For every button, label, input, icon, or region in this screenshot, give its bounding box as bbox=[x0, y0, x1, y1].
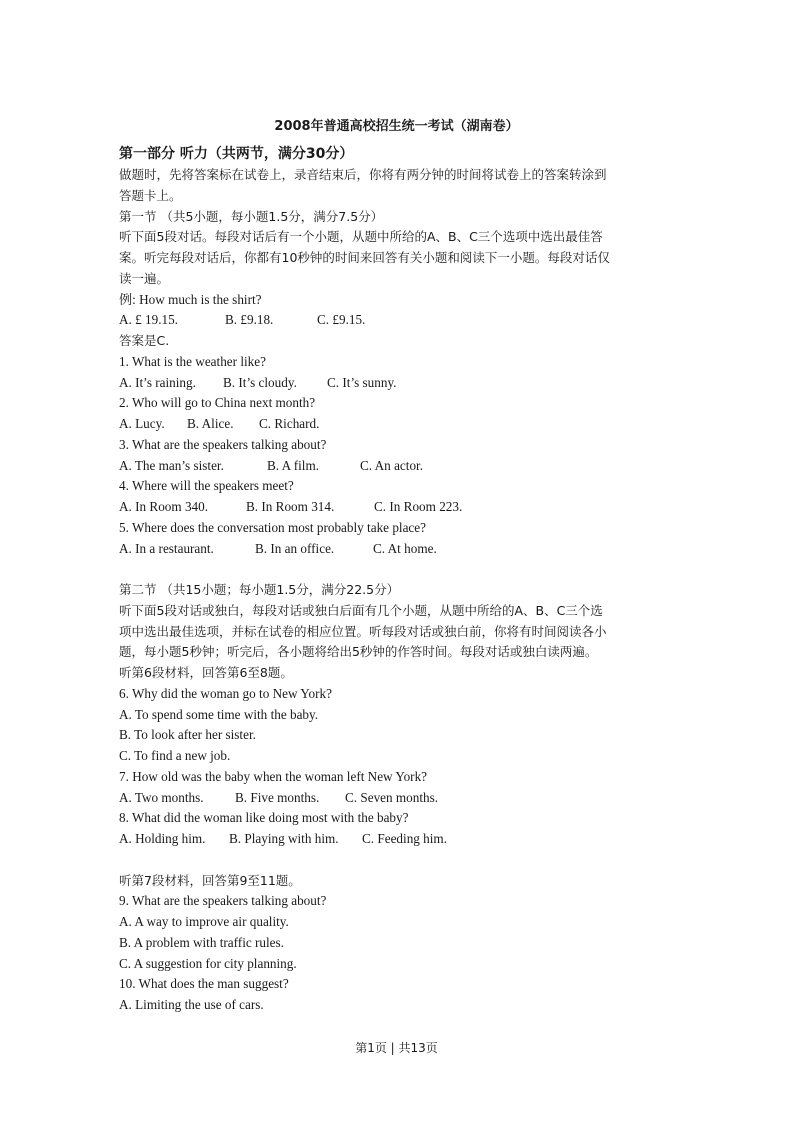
question: 4. Where will the speakers meet? bbox=[119, 478, 294, 494]
question: 8. What did the woman like doing most with the baby? bbox=[119, 810, 409, 826]
page-footer: 第1页 | 共13页 bbox=[355, 1041, 438, 1055]
section1-instruction: 案。听完每段对话后，你都有10秒钟的时间来回答有关小题和阅读下一小题。每段对话仅 bbox=[119, 250, 610, 265]
question-options bbox=[119, 788, 675, 809]
option: C. An actor. bbox=[360, 457, 423, 473]
option: A. To spend some time with the baby. bbox=[119, 706, 319, 722]
part1-heading: 第一部分 听力（共两节，满分30分） bbox=[119, 146, 354, 162]
option: A. In a restaurant. bbox=[119, 540, 214, 556]
option: A. It’s raining. bbox=[119, 374, 196, 390]
section2-instruction: 听下面5段对话或独白，每段对话或独白后面有几个小题，从题中所给的A、B、C三个选 bbox=[119, 602, 603, 618]
example-options bbox=[119, 310, 675, 331]
option: B. Playing with him. bbox=[229, 831, 339, 846]
option: C. £9.15. bbox=[317, 312, 366, 328]
section1-instruction: 听下面5段对话。每段对话后有一个小题，从题中所给的A、B、C三个选项中选出最佳答 bbox=[119, 229, 603, 245]
section1-instruction: 读一遍。 bbox=[119, 270, 170, 286]
example-question: 例: How much is the shirt? bbox=[119, 291, 262, 307]
option: B. Alice. bbox=[187, 416, 234, 431]
section2-instruction: 题，每小题5秒钟；听完后，各小题将给出5秒钟的作答时间。每段对话或独白读两遍。 bbox=[119, 644, 598, 660]
question-options bbox=[119, 497, 675, 518]
option: C. Seven months. bbox=[345, 789, 439, 805]
option: B. Five months. bbox=[235, 789, 320, 805]
exam-content bbox=[119, 143, 675, 1016]
example-answer: 答案是C. bbox=[119, 333, 170, 348]
question-options bbox=[119, 373, 675, 394]
option: A. A way to improve air quality. bbox=[119, 914, 289, 929]
material-label: 听第7段材料，回答第9至11题。 bbox=[119, 872, 301, 888]
option: A. Limiting the use of cars. bbox=[119, 997, 264, 1012]
question-options bbox=[119, 456, 675, 477]
exam-title: 2008年普通高校招生统一考试（湖南卷） bbox=[274, 119, 519, 134]
material-label: 听第6段材料，回答第6至8题。 bbox=[119, 665, 293, 680]
option: C. In Room 223. bbox=[374, 499, 463, 514]
question: 3. What are the speakers talking about? bbox=[119, 436, 327, 452]
option: A. The man’s sister. bbox=[119, 457, 224, 473]
option: B. In Room 314. bbox=[246, 499, 335, 514]
question-options bbox=[119, 829, 675, 850]
option: A. Lucy. bbox=[119, 416, 165, 431]
question-options bbox=[119, 539, 675, 560]
question: 5. Where does the conversation most probably take place? bbox=[119, 519, 426, 535]
question: 6. Why did the woman go to New York? bbox=[119, 685, 332, 701]
intro-line: 答题卡上。 bbox=[119, 187, 182, 203]
option: B. To look after her sister. bbox=[119, 727, 256, 743]
option: C. Richard. bbox=[259, 416, 320, 431]
section2-instruction: 项中选出最佳选项，并标在试卷的相应位置。听每段对话或独白前，你将有时间阅读各小 bbox=[119, 623, 607, 639]
question: 1. What is the weather like? bbox=[119, 353, 266, 369]
option: C. At home. bbox=[373, 540, 437, 556]
option: B. £9.18. bbox=[225, 312, 274, 328]
option: A. £ 19.15. bbox=[119, 312, 178, 328]
question: 2. Who will go to China next month? bbox=[119, 395, 316, 411]
option: B. In an office. bbox=[255, 540, 335, 556]
option: C. A suggestion for city planning. bbox=[119, 955, 297, 971]
section1-heading: 第一节 （共5小题，每小题1.5分，满分7.5分） bbox=[119, 208, 384, 224]
spacer bbox=[119, 559, 675, 580]
question: 9. What are the speakers talking about? bbox=[119, 893, 327, 909]
option: B. It’s cloudy. bbox=[223, 374, 297, 390]
option: C. It’s sunny. bbox=[327, 374, 397, 390]
option: B. A film. bbox=[267, 457, 320, 473]
option: C. Feeding him. bbox=[362, 831, 447, 846]
option: A. Holding him. bbox=[119, 831, 206, 846]
intro-line: 做题时，先将答案标在试卷上，录音结束后，你将有两分钟的时间将试卷上的答案转涂到 bbox=[119, 167, 607, 182]
question: 7. How old was the baby when the woman left New York? bbox=[119, 768, 428, 784]
question-options bbox=[119, 414, 675, 435]
option: A. In Room 340. bbox=[119, 499, 209, 514]
option: B. A problem with traffic rules. bbox=[119, 934, 284, 950]
question: 10. What does the man suggest? bbox=[119, 976, 289, 992]
option: A. Two months. bbox=[119, 789, 204, 805]
section2-heading: 第二节 （共15小题；每小题1.5分，满分22.5分） bbox=[119, 582, 400, 597]
spacer bbox=[119, 850, 675, 871]
option: C. To find a new job. bbox=[119, 748, 231, 763]
